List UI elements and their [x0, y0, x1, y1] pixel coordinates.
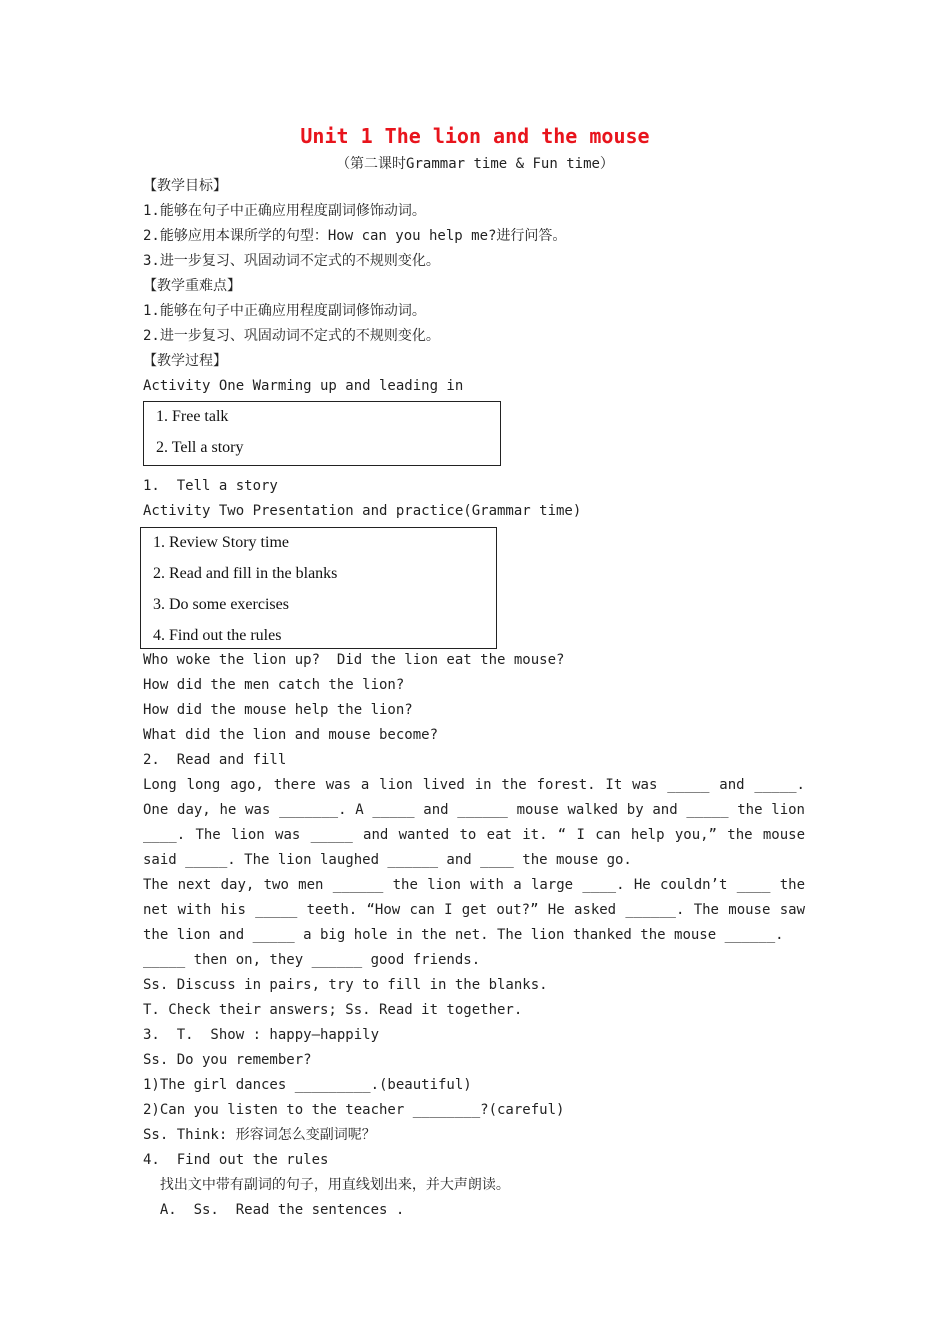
activity-one-box	[143, 401, 501, 466]
instruction-line: 3. T. Show : happy—happily	[143, 1027, 380, 1043]
exercise-line: 1)The girl dances _________.(beautiful)	[143, 1077, 472, 1093]
question-line: Who woke the lion up? Did the lion eat the mouse?	[143, 652, 565, 668]
question-line: How did the mouse help the lion?	[143, 702, 413, 718]
cloze-line: Long long ago, there was a lion lived in the forest. It was _____ and _____.	[143, 777, 805, 793]
key-point-item: 2.进一步复习、巩固动词不定式的不规则变化。	[143, 328, 440, 344]
tell-story-line: 1. Tell a story	[143, 478, 278, 494]
box-item: 1. Review Story time	[153, 534, 289, 551]
instruction-line: T. Check their answers; Ss. Read it together.	[143, 1002, 523, 1018]
read-fill-heading: 2. Read and fill	[143, 752, 287, 768]
activity-one-heading: Activity One Warming up and leading in	[143, 378, 464, 394]
instruction-line: Ss. Discuss in pairs, try to fill in the blanks.	[143, 977, 548, 993]
exercise-line: 2)Can you listen to the teacher ________?(careful)	[143, 1102, 565, 1118]
instruction-line: 找出文中带有副词的句子，用直线划出来，并大声朗读。	[143, 1177, 510, 1193]
activity-two-heading: Activity Two Presentation and practice(Grammar time)	[143, 503, 582, 519]
process-heading: 【教学过程】	[143, 353, 227, 369]
activity-two-box	[140, 527, 497, 649]
find-rules-heading: 4. Find out the rules	[143, 1152, 329, 1168]
document-subtitle: （第二课时Grammar time & Fun time）	[336, 156, 614, 172]
box-item: 3. Do some exercises	[153, 596, 289, 613]
goal-item: 2.能够应用本课所学的句型：How can you help me?进行问答。	[143, 228, 567, 244]
goal-item: 3.进一步复习、巩固动词不定式的不规则变化。	[143, 253, 440, 269]
cloze-line: _____ then on, they ______ good friends.	[143, 952, 481, 968]
cloze-line: said _____. The lion laughed ______ and ____ the mouse go.	[143, 852, 632, 868]
cloze-line: ____. The lion was _____ and wanted to eat it. “ I can help you,” the mouse	[143, 827, 805, 843]
cloze-line: net with his _____ teeth. “How can I get out?” He asked ______. The mouse saw	[143, 902, 805, 918]
box-item: 4. Find out the rules	[153, 627, 282, 644]
cloze-line: One day, he was _______. A _____ and ______ mouse walked by and _____ the lion	[143, 802, 805, 818]
box-item: 2. Tell a story	[156, 439, 244, 456]
goals-heading: 【教学目标】	[143, 178, 227, 194]
key-points-heading: 【教学重难点】	[143, 278, 241, 294]
instruction-line: Ss. Do you remember?	[143, 1052, 312, 1068]
goal-item: 1.能够在句子中正确应用程度副词修饰动词。	[143, 203, 426, 219]
document-title: Unit 1 The lion and the mouse	[300, 124, 650, 148]
question-line: What did the lion and mouse become?	[143, 727, 439, 743]
key-point-item: 1.能够在句子中正确应用程度副词修饰动词。	[143, 303, 426, 319]
box-item: 2. Read and fill in the blanks	[153, 565, 338, 582]
instruction-line: A. Ss. Read the sentences .	[143, 1202, 405, 1218]
cloze-line: the lion and _____ a big hole in the net. The lion thanked the mouse ______.	[143, 927, 784, 943]
instruction-line: Ss. Think: 形容词怎么变副词呢？	[143, 1127, 376, 1143]
question-line: How did the men catch the lion?	[143, 677, 405, 693]
box-item: 1. Free talk	[156, 408, 229, 425]
cloze-line: The next day, two men ______ the lion with a large ____. He couldn’t ____ the	[143, 877, 805, 893]
